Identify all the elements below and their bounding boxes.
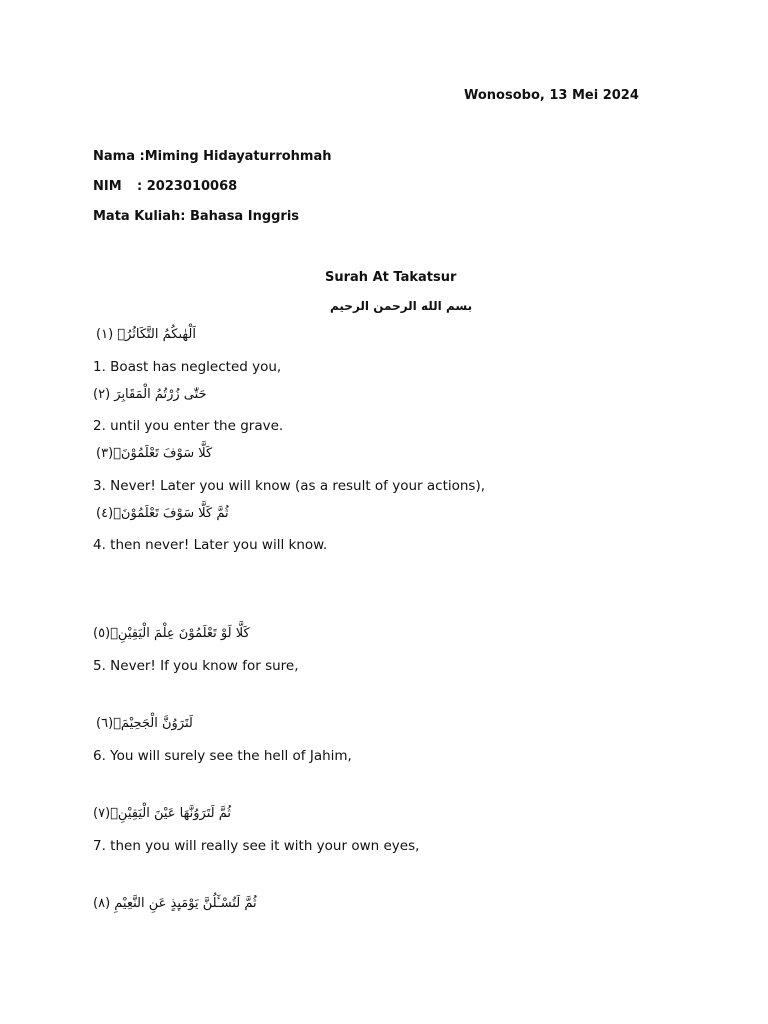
verse-7-arabic: ثُمَّ لَتَرَوُنَّهَا عَيْنَ الْيَقِيْنِۙ(٧) bbox=[93, 806, 231, 821]
verse-6-arabic: لَتَرَوُنَّ الْجَحِيْمَۙ(٦) bbox=[96, 716, 193, 731]
verse-2-arabic: حَتّٰى زُرْتُمُ الْمَقَابِرَ (٢) bbox=[93, 387, 207, 402]
verse-6-translation: 6. You will surely see the hell of Jahim, bbox=[93, 748, 352, 764]
verse-5-arabic: كَلَّا لَوْ تَعْلَمُوْنَ عِلْمَ الْيَقِيْنِۗ(٥) bbox=[93, 626, 250, 641]
verse-3-arabic: كَلَّا سَوْفَ تَعْلَمُوْنَۙ(٣) bbox=[96, 446, 213, 461]
surah-title: Surah At Takatsur bbox=[325, 270, 457, 285]
verse-5-translation: 5. Never! If you know for sure, bbox=[93, 658, 299, 674]
verse-4-arabic: ثُمَّ كَلَّا سَوْفَ تَعْلَمُوْنَۗ(٤) bbox=[96, 506, 229, 521]
verse-8-arabic: ثُمَّ لَتُسْـَٔلُنَّ يَوْمَىِٕذٍ عَنِ النَّعِيْمِ (٨) bbox=[93, 896, 257, 911]
course-name: Mata Kuliah: Bahasa Inggris bbox=[93, 209, 300, 224]
verse-4-translation: 4. then never! Later you will know. bbox=[93, 537, 328, 553]
verse-1-translation: 1. Boast has neglected you, bbox=[93, 359, 282, 375]
nim-label: NIM bbox=[93, 179, 122, 194]
verse-7-translation: 7. then you will really see it with your own eyes, bbox=[93, 838, 420, 854]
verse-2-translation: 2. until you enter the grave. bbox=[93, 418, 284, 434]
verse-1-arabic: اَلْهٰىكُمُ التَّكَاثُرُۙ (١) bbox=[96, 327, 196, 342]
student-name: Nama :Miming Hidayaturrohmah bbox=[93, 149, 332, 164]
verse-3-translation: 3. Never! Later you will know (as a result of your actions), bbox=[93, 478, 486, 494]
nim-value: : 2023010068 bbox=[137, 179, 238, 194]
basmalah: بسم الله الرحمن الرحيم bbox=[330, 299, 473, 313]
date-line: Wonosobo, 13 Mei 2024 bbox=[464, 88, 639, 103]
